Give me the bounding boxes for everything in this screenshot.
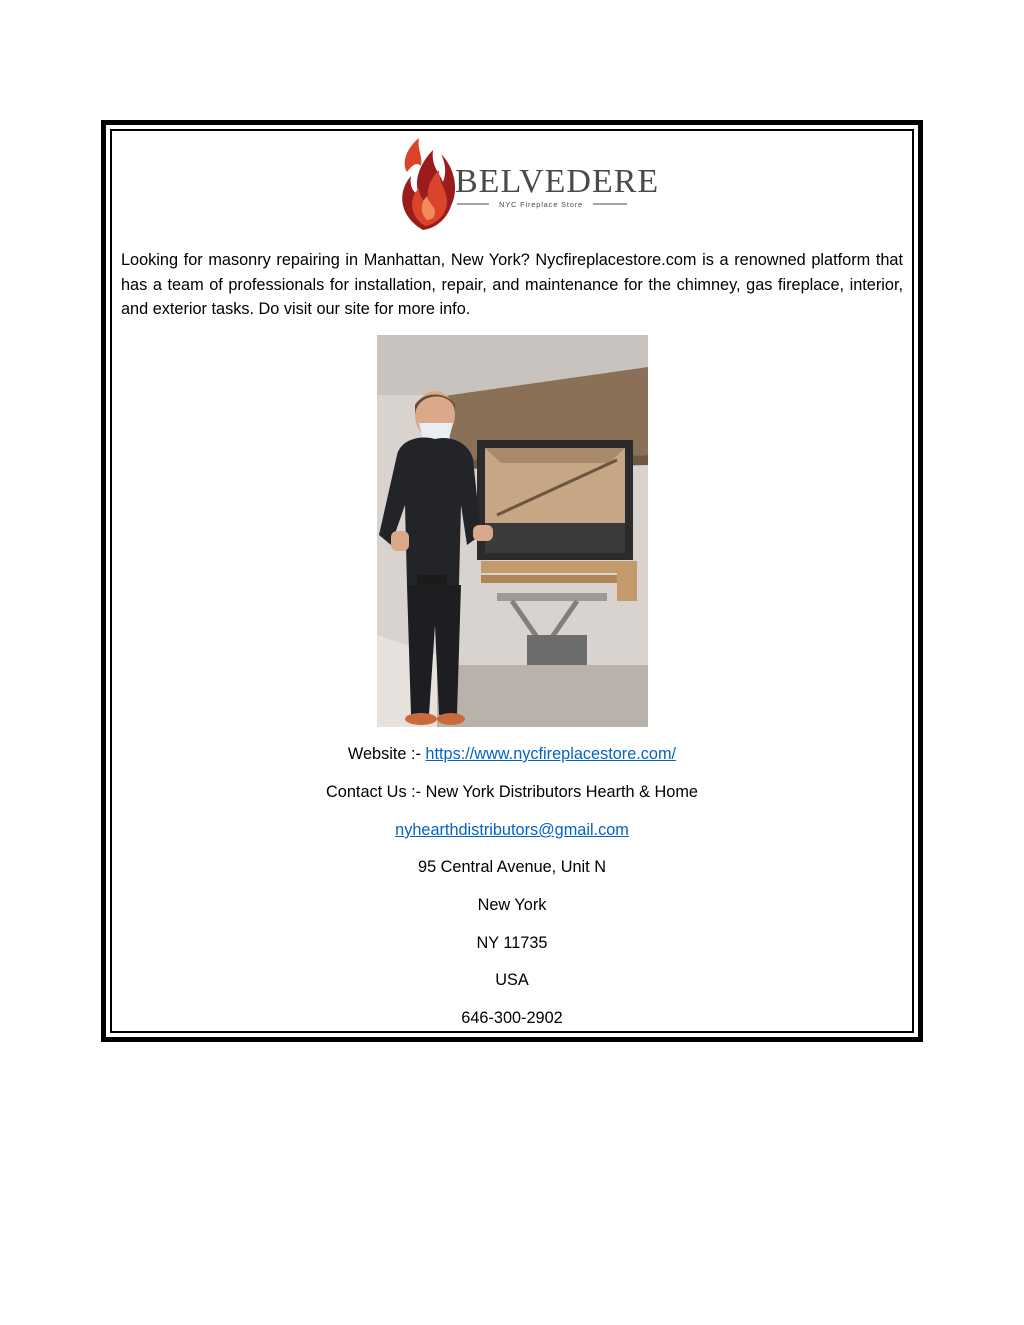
email-link[interactable]: nyhearthdistributors@gmail.com xyxy=(395,821,629,839)
brand-name: BELVEDERE xyxy=(455,163,660,200)
website-line xyxy=(111,744,913,764)
contact-label: Contact Us :- New York Distributors Hearth & Home xyxy=(326,783,698,801)
state-zip-line: NY 11735 xyxy=(476,934,548,952)
address-line: 95 Central Avenue, Unit N xyxy=(418,858,606,876)
website-label: Website :- xyxy=(347,745,426,763)
email-line xyxy=(111,820,913,840)
technician-photo-image xyxy=(377,335,648,727)
flame-logo-icon xyxy=(393,132,660,232)
belvedere-logo xyxy=(393,132,660,232)
technician-photo xyxy=(377,335,648,727)
brand-tagline: NYC Fireplace Store xyxy=(499,200,583,209)
intro-paragraph: Looking for masonry repairing in Manhattan, New York? Nycfireplacestore.com is a renowned platform that has a team of professionals for installation, repair, and maintenance for the chimney, gas fireplace, interior, and exterior tasks. Do visit our site for more info. xyxy=(121,251,903,318)
phone-line: 646-300-2902 xyxy=(461,1009,563,1027)
website-link[interactable]: https://www.nycfireplacestore.com/ xyxy=(425,745,677,763)
country-line: USA xyxy=(495,971,529,989)
city-line: New York xyxy=(477,896,547,914)
